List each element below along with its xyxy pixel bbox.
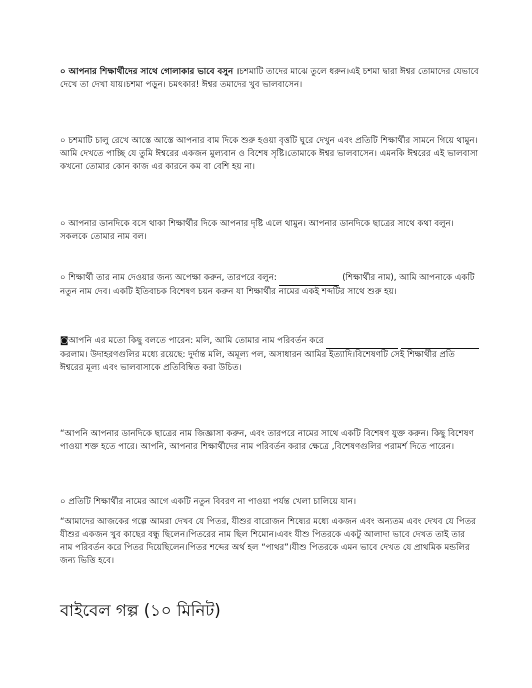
paragraph-ask-name: “আপনি আপনার ডানদিকে ছাত্রের নাম জিজ্ঞাসা করুন, এবং তারপরে নামের সাথে একটি বিশেষণ যুক্ত করুন। কিছু বিশেষণ পাওয়া শক্ত হতে পারে। আপনি, আপনার শিক্ষার্থীদের নাম পরিবর্তন করার ক্ষেত্রে ,বিশেষণগুলির পরামর্শ দিতে পারেন। <box>60 429 474 452</box>
paragraph-glasses-circle: ০ চশমাটি চালু রেখে আস্তে আস্তে আপনার বাম দিকে শুরু হওয়া বৃত্তটি ঘুরে দেখুন এবং প্রতিটি শিক্ষার্থীর সামনে গিয়ে থামুন।আমি দেখতে পাচ্ছি যে তুমি ঈশ্বরের একজন মুল্যবান ও বিশেষ সৃষ্টি।তোমাকে ঈশ্বর ভালবাসেন। এমনকি ঈশ্বরের এই ভালবাসা কখনো তোমার কোন কাজ এর কারনে কম বা বেশি হয় না। <box>60 136 478 172</box>
paragraph-new-name <box>60 272 480 299</box>
paragraph-text-after-blank: (শিক্ষার্থীর নাম), আমি আপনাকে একটি নতুন নাম দেব। একটি ইতিবাচক বিশেষণ চয়ন করুন যা শিক্ষার্থীর নামের একই শব্দটির সাথে শুরু হয়। <box>60 273 475 297</box>
paragraph-text-before-blank: ০ শিক্ষার্থী তার নাম দেওয়ার জন্য অপেক্ষা করুন, তারপরে বলুন: <box>60 273 277 283</box>
paragraph-lead-bold: ০ আপনার শিক্ষার্থীদের সাথে গোলাকার ভাবে বসুন । <box>60 67 240 77</box>
paragraph-example <box>60 335 480 375</box>
paragraph-continue-game: ০ প্রতিটি শিক্ষার্থীর নামের আগে একটি নতুন বিবরণ না পাওয়া পর্যন্ত খেলা চালিয়ে যান। <box>60 497 357 507</box>
paragraph-body: চশমাটি তাদের মাঝে তুলে ধরুন।এই চশমা দ্বারা ঈশ্বর তোমাদের যেভাবে দেখে তা দেখা যায়।চশমা পড়ুন। চমৎকার! ঈশ্বর তমাদের খুব ভালবাসেন। <box>60 67 479 90</box>
paragraph-right-student: ০ আপনার ডানদিকে বসে থাকা শিক্ষার্থীর দিকে আপনার দৃষ্টি এলে থামুন। আপনার ডানদিকে ছাত্রের সাথে কথা বলুন। সকলকে তোমার নাম বল। <box>60 219 454 242</box>
paragraph-sit-in-circle <box>60 66 480 92</box>
blank-line <box>279 272 339 286</box>
blank-line <box>326 335 398 349</box>
section-heading-bible-story: বাইবেল গল্প (১০ মিনিট) <box>60 601 221 620</box>
blank-line <box>401 335 479 349</box>
paragraph-text-after-blank: করলাম। উদাহরণগুলির মধ্যে রয়েছে: দুর্দান্ত মলি, অমূল্য পল, অসাধারন আমির ইত্যাদি।বিশেষণটি সেই শিক্ষার্থীর প্রতি ঈশ্বরের মূল্য এবং ভালবাসাকে প্রতিবিম্বিত করা উচিত। <box>60 350 455 373</box>
paragraph-text-before-blank: ◙আপনি এর মতো কিছু বলতে পারেন: মলি, আমি তোমার নাম পরিবর্তন করে <box>60 336 324 346</box>
paragraph-story-intro: “আমাদের আজকের গল্পে আমরা দেখব যে পিতর, যীশুর বারোজন শিষ্যের মধ্যে একজন এবং অন্যতম এবং দেখব যে পিতর যীশুর একজন খুব কাছের বন্ধু ছিলেন।পিতরের নাম ছিল শিমোন।এবং যীশু পিতরকে একটু আলাদা ভাবে দেখত তাই তার নাম পরিবর্তন করে পিতর দিয়েছিলেন।পিতর শব্দের অর্থ হল “পাথর”।যীশু পিতরকে এমন ভাবে দেখত যে প্রাথমিক মন্ডলির জন্য ভিত্তি হবে। <box>60 517 476 566</box>
